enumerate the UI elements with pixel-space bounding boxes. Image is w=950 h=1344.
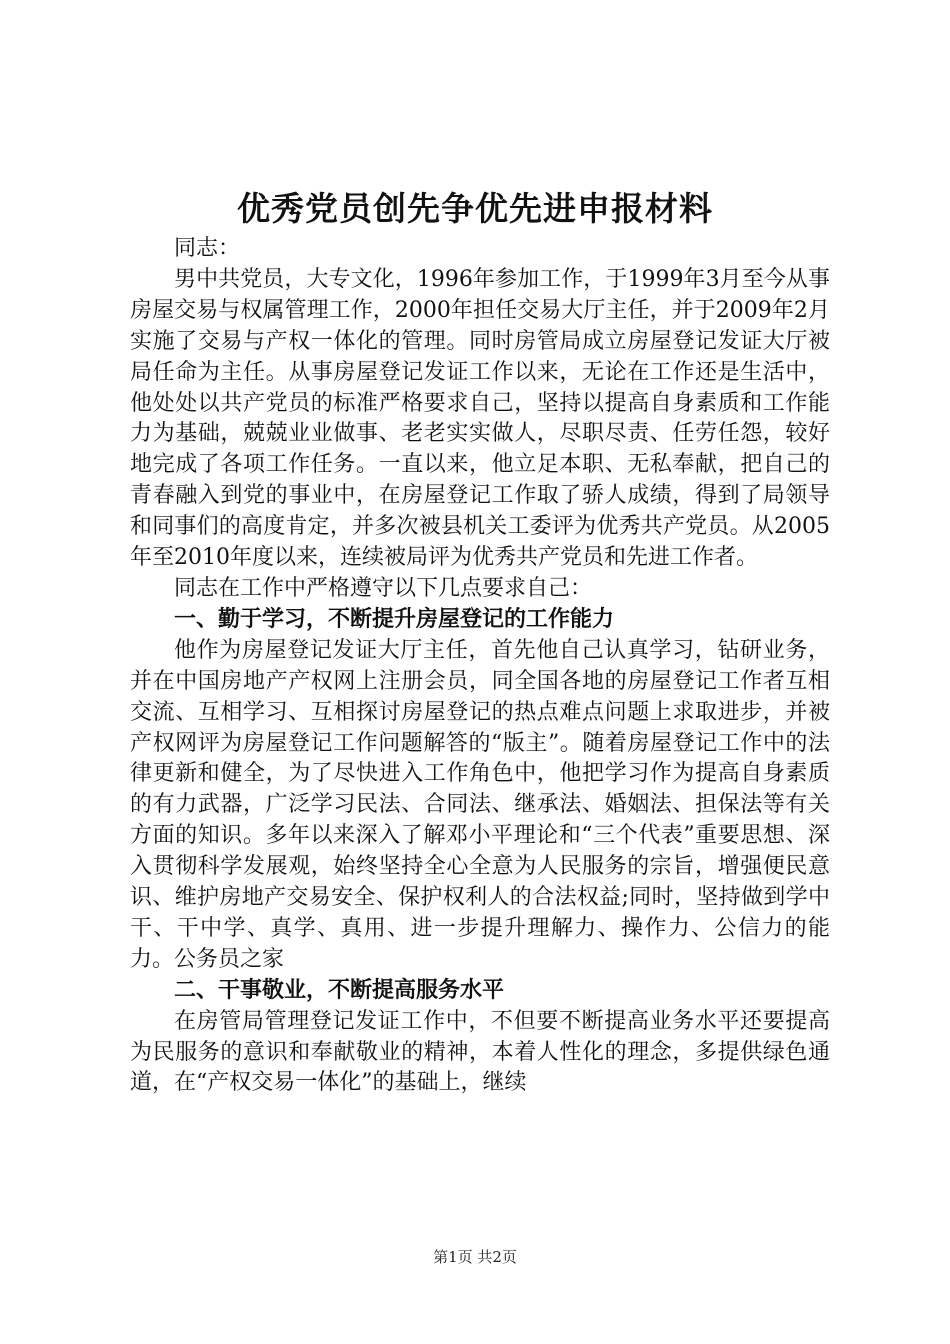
page-footer: 第1页 共2页: [433, 1248, 517, 1266]
greeting: 同志：: [174, 236, 241, 261]
paragraph-requirements: 同志在工作中严格遵守以下几点要求自己：: [174, 575, 593, 601]
section-heading-2: 二、干事敬业，不断提高服务水平: [174, 977, 505, 1003]
document-body: [130, 234, 830, 1099]
paragraph-intro: 男中共党员，大专文化，1996年参加工作，于1999年3月至今从事房屋交易与权属管理工作，2000年担任交易大厅主任，并于2009年2月实施了交易与产权一体化的管理。同时房管局成立房屋登记发证大厅被局任命为主任。从事房屋登记发证工作以来，无论在工作还是生活中，他处处以共产党员的标准严格要求自己，坚持以提高自身素质和工作能力为基础，兢兢业业做事、老老实实做人，尽职尽责、任劳任怨，较好地完成了各项工作任务。一直以来，他立足本职、无私奉献，把自己的青春融入到党的事业中，在房屋登记工作取了骄人成绩，得到了局领导和同事们的高度肯定，并多次被县机关工委评为优秀共产党员。从2005年至2010年度以来，连续被局评为优秀共产党员和先进工作者。: [130, 266, 830, 571]
paragraph-service: 在房管局管理登记发证工作中，不但要不断提高业务水平还要提高为民服务的意识和奉献敬业的精神，本着人性化的理念，多提供绿色通道，在“产权交易一体化”的基础上，继续: [130, 1008, 830, 1096]
paragraph-study: 他作为房屋登记发证大厅主任，首先他自己认真学习，钻研业务，并在中国房地产产权网上注册会员，同全国各地的房屋登记工作者互相交流、互相学习、互相探讨房屋登记的热点难点问题上求取进步，并被产权网评为房屋登记工作问题解答的“版主”。随着房屋登记工作中的法律更新和健全，为了尽快进入工作角色中，他把学习作为提高自身素质的有力武器，广泛学习民法、合同法、继承法、婚姻法、担保法等有关方面的知识。多年以来深入了解邓小平理论和“三个代表”重要思想、深入贯彻科学发展观，始终坚持全心全意为人民服务的宗旨，增强便民意识、维护房地产交易安全、保护权利人的合法权益;同时，坚持做到学中干、干中学、真学、真用、进一步提升理解力、操作力、公信力的能力。公务员之家: [130, 637, 830, 972]
document-title: 优秀党员创先争优先进申报材料: [237, 189, 713, 228]
section-heading-1: 一、勤于学习，不断提升房屋登记的工作能力: [174, 606, 615, 632]
